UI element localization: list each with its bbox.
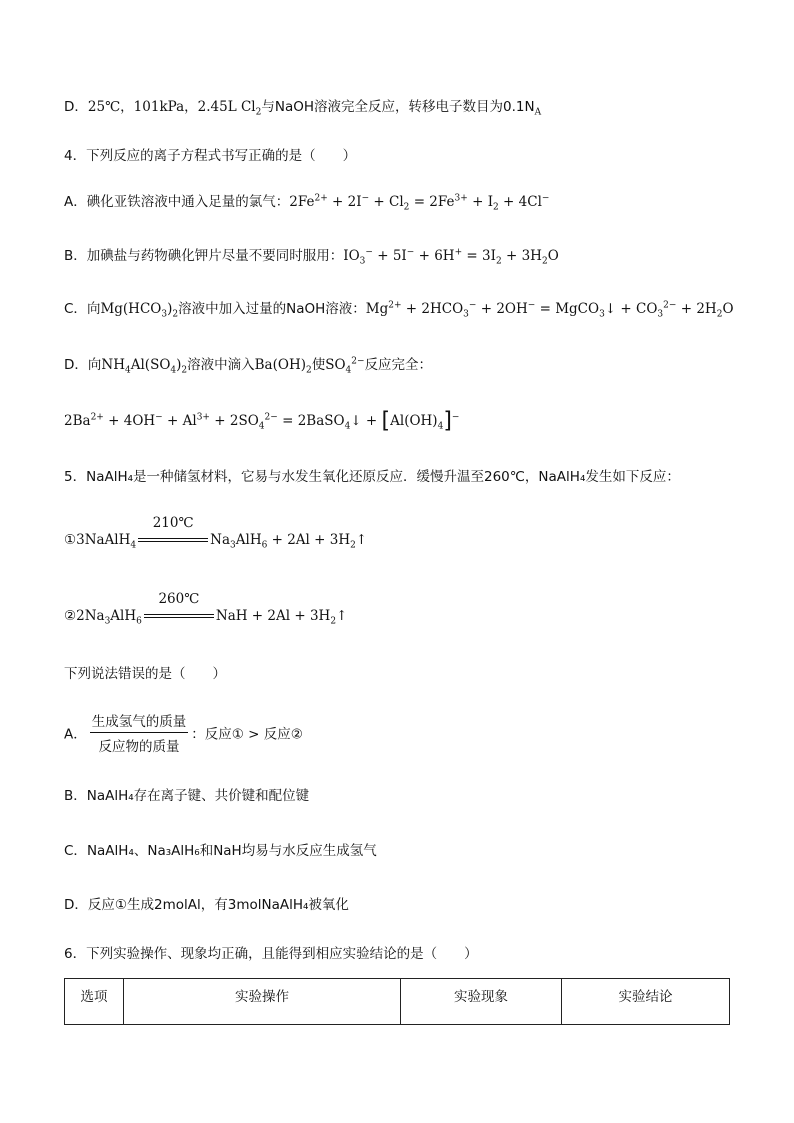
table-header-cell: 选项 bbox=[65, 979, 124, 1025]
q4-option-c: C．向$Mg(HCO_3)_2$溶液中加入过量的NaOH溶液：$Mg^{2+} + 2HCO_3^- + 2OH^-$ = MgCO$_3$↓ + $CO_3^{2-} + 2H_2O$ bbox=[64, 300, 734, 320]
table-header-cell: 实验现象 bbox=[401, 979, 562, 1025]
table-header-cell: 实验结论 bbox=[562, 979, 730, 1025]
q5-stem: 5．NaAlH₄是一种储氢材料，它易与水发生氧化还原反应．缓慢升温至260℃，NaAlH₄发生如下反应： bbox=[64, 469, 680, 485]
q5-option-a: A． $\frac{\text{生成氢气的质量}}{\text{反应物的质量}}$ ：反应① > 反应② bbox=[64, 710, 303, 755]
equation: $2Fe^{2+} + 2I^- + Cl_2 = 2Fe^{3+} + I_2 + 4Cl^-$ bbox=[289, 193, 550, 213]
q4-option-b: B．加碘盐与药物碘化钾片尽量不要同时服用：$IO_3^- + 5I^- + 6H^+ = 3I_2 + 3H_2O$ bbox=[64, 247, 559, 267]
equation: $IO_3^- + 5I^- + 6H^+ = 3I_2 + 3H_2O$ bbox=[343, 247, 559, 267]
q4-option-a: A．碘化亚铁溶液中通入足量的氯气：$2Fe^{2+} + 2I^- + Cl_2 = 2Fe^{3+} + I_2 + 4Cl^-$ bbox=[64, 193, 550, 213]
q6-stem: 6．下列实验操作、现象均正确，且能得到相应实验结论的是（ ） bbox=[64, 946, 478, 962]
option-text-cont: 与NaOH溶液完全反应，转移电子数目为0.1N bbox=[261, 99, 535, 115]
q5-option-b: B．NaAlH₄存在离子键、共价键和配位键 bbox=[64, 788, 310, 804]
q3-option-d: D．25℃，101kPa，2.45L $Cl_2$与NaOH溶液完全反应，转移电子数目为$0.1N_A$ bbox=[64, 99, 542, 118]
experiment-table bbox=[64, 978, 730, 1025]
table-header-cell: 实验操作 bbox=[124, 979, 401, 1025]
equilibrium-sign: 260℃ bbox=[144, 606, 214, 626]
q5-reaction-2: $②2Na_3AlH_6$ 260℃ NaH + $2Al + 3H_2↑$ bbox=[64, 591, 348, 627]
option-text: 25℃，101kPa，2.45L Cl bbox=[87, 99, 256, 115]
equilibrium-sign: 210℃ bbox=[138, 530, 208, 550]
q4-stem: 4．下列反应的离子方程式书写正确的是（ ） bbox=[64, 148, 357, 164]
q5-reaction-1: ①3NaAlH$_4$ 210℃ $Na_3AlH_6 + 2Al$ + $3H_2↑$ bbox=[64, 515, 368, 551]
q5-question: 下列说法错误的是（ ） bbox=[64, 666, 226, 682]
equation: $Mg^{2+} + 2HCO_3^- + 2OH^-$ = MgCO$_3$↓ + $CO_3^{2-} + 2H_2O$ bbox=[365, 300, 734, 320]
fraction: $\frac{\text{生成氢气的质量}}{\text{反应物的质量}}$ bbox=[90, 710, 189, 755]
q4-option-d-equation: $2Ba^{2+} + 4OH^- + Al^{3+} + 2SO_4^{2-}$ = 2BaSO$_4$↓ + $[Al(OH)_4]^-$ bbox=[64, 408, 460, 434]
q4-option-d: D．向$NH_4Al(SO_4)_2$溶液中滴入$Ba(OH)_2$使$SO_4^{2-}$反应完全： bbox=[64, 356, 433, 376]
formula: $Mg(HCO_3)_2$ bbox=[100, 301, 179, 320]
q5-option-d: D．反应①生成2molAl，有3molNaAlH₄被氧化 bbox=[64, 897, 349, 913]
q5-option-c: C．NaAlH₄、Na₃AlH₆和NaH均易与水反应生成氢气 bbox=[64, 843, 377, 859]
option-label: D． bbox=[64, 99, 88, 115]
table-header-row bbox=[65, 979, 730, 1025]
